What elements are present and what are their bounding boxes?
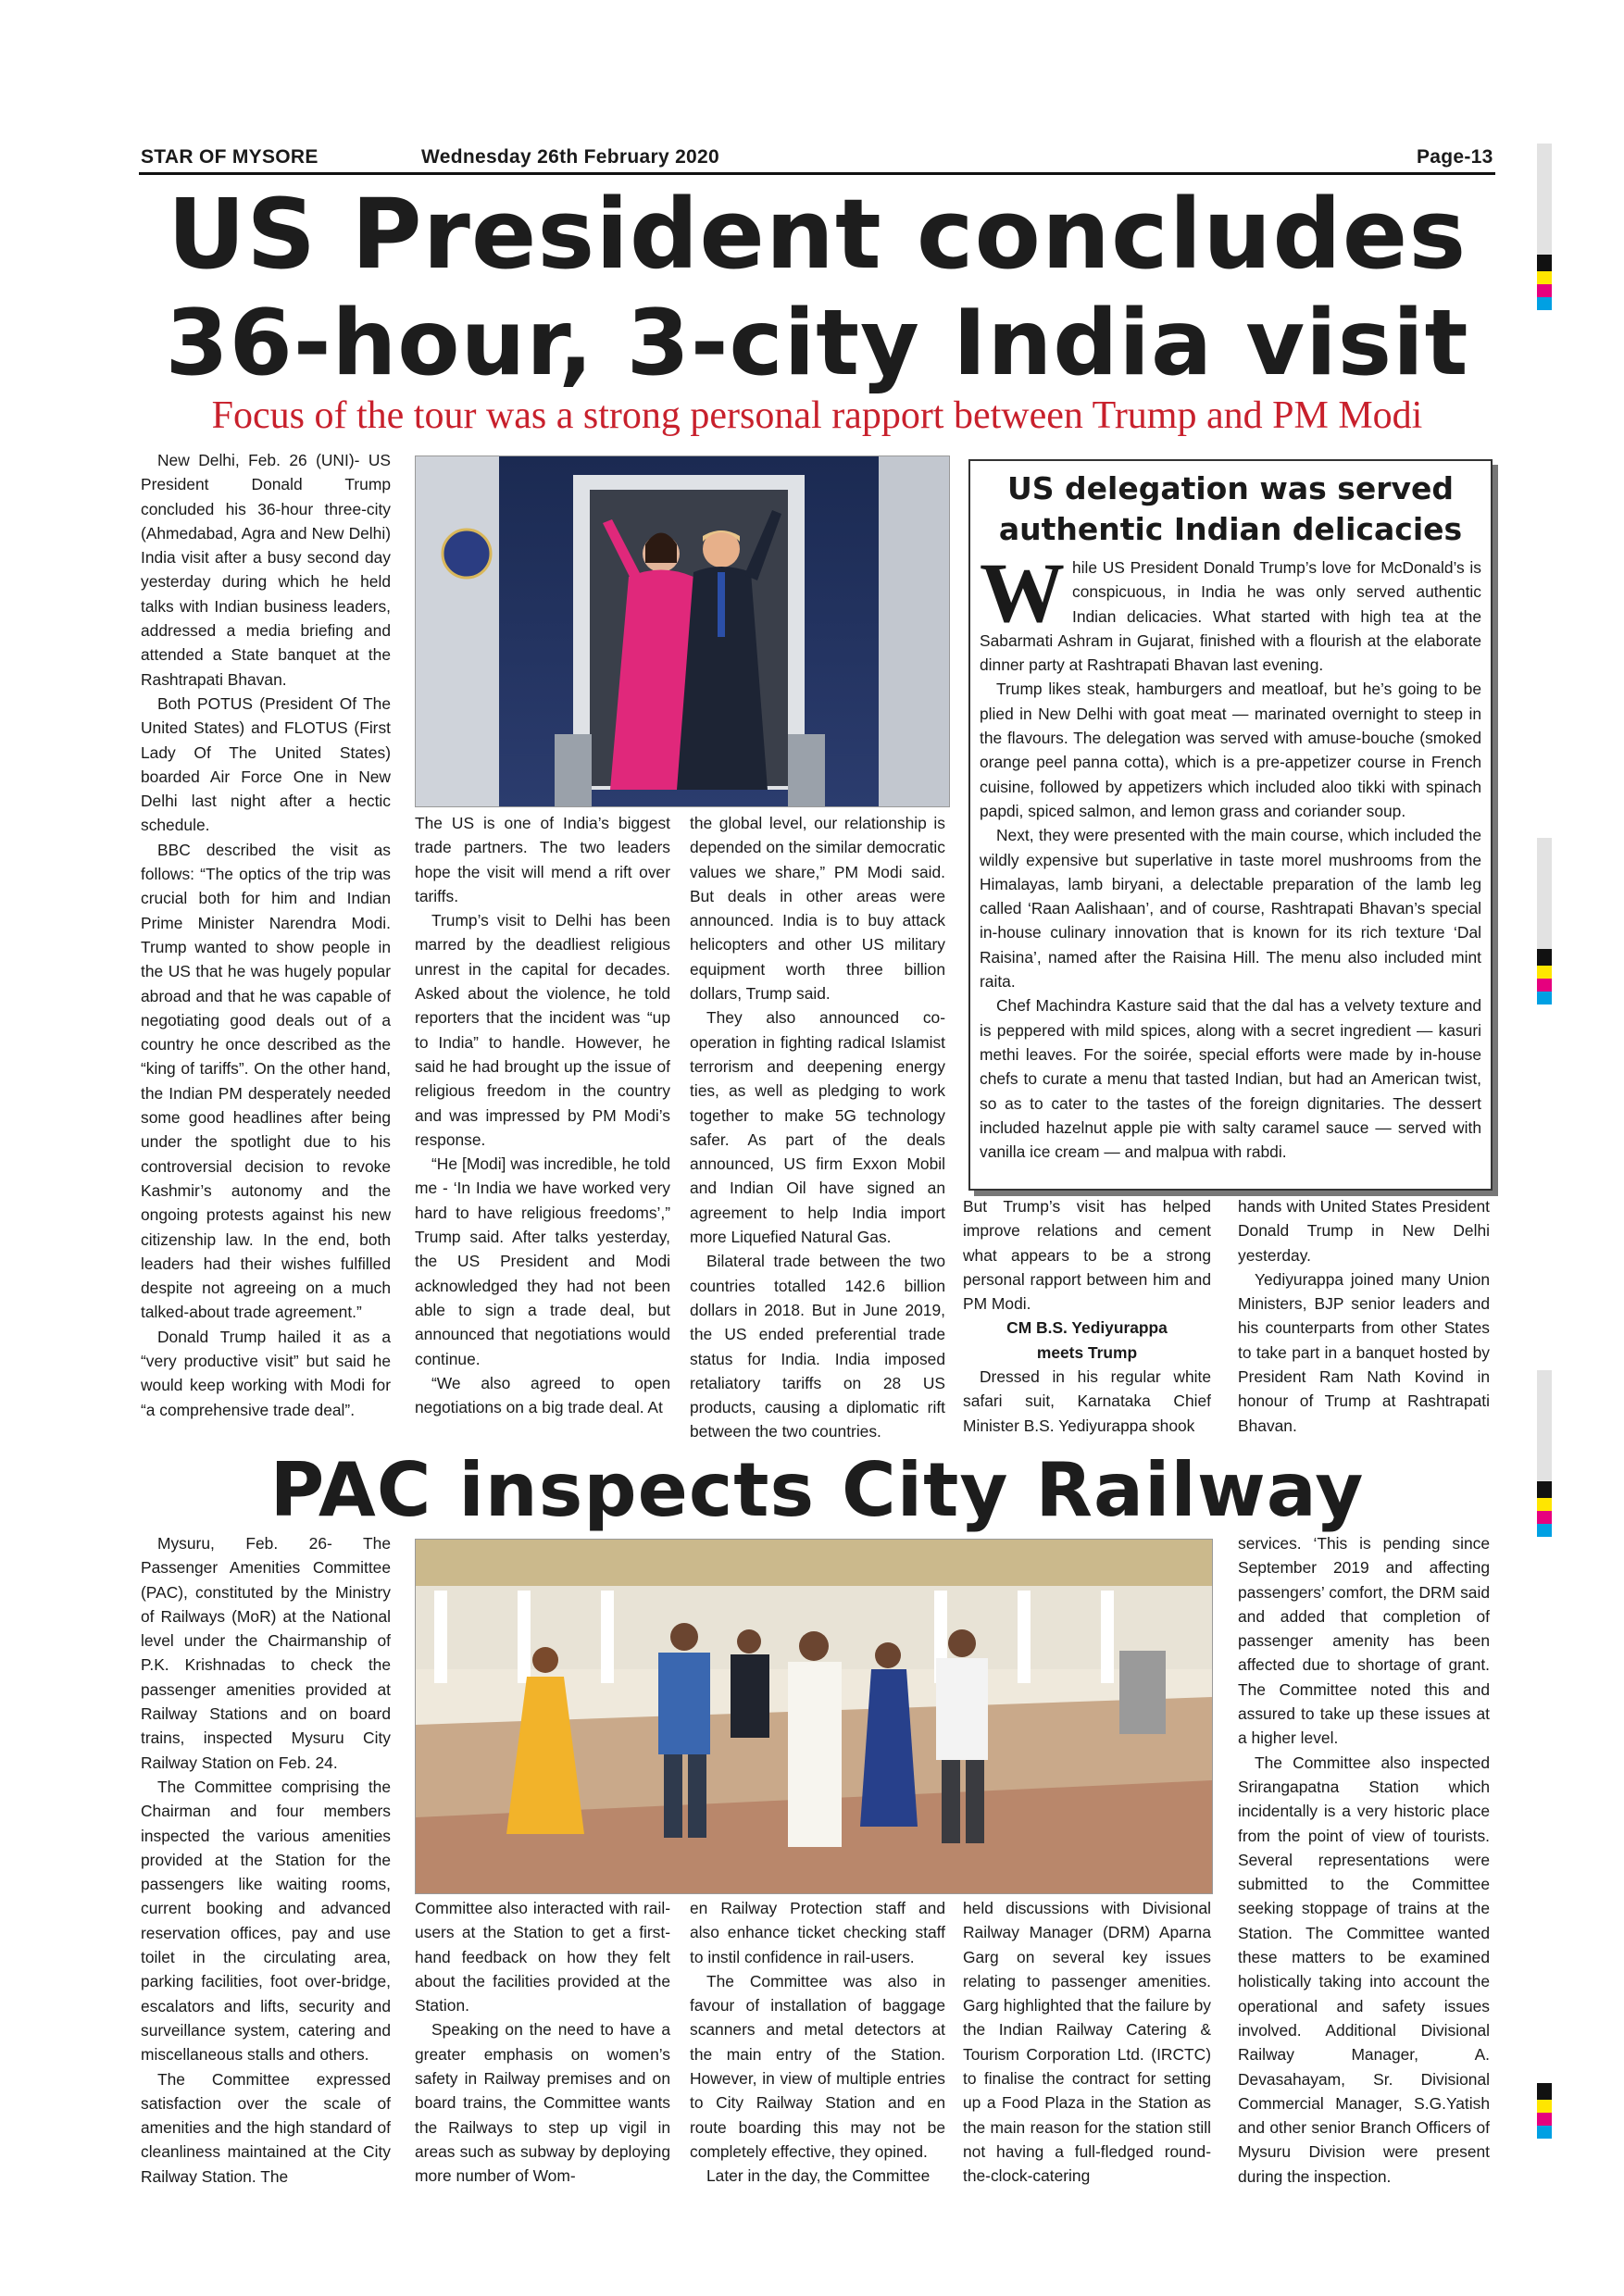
publication-name: STAR OF MYSORE: [141, 146, 319, 168]
delicacies-sidebar: [968, 459, 1493, 1191]
paragraph: Committee also interacted with rail-users at the Station to get a first-hand feedback on how they felt about the facilities provided at the Station.: [415, 1899, 670, 2015]
paragraph: Trump likes steak, hamburgers and meatloaf, but he’s going to be plied in New Delhi with goat meat — marinated overnight to steep in the flavours. The delegation was served with amuse-bouche (smoked orange peel panna cotta), which is a pre-appetizer course in French cuisine, followed by appetizers which included aloo tikki with spinach papdi, spiced salmon, and lemon grass and coriander soup.: [980, 680, 1481, 820]
pac-headline: PAC inspects City Railway: [269, 1447, 1365, 1533]
paragraph: services. ‘This is pending since September 2019 and affecting passengers’ comfort, the DRM said and added that completion of passenger amenity has been affected due to shortage of grant. The Committee noted this and assured to take up these issues at a higher level.: [1238, 1534, 1490, 1748]
paragraph: The US is one of India’s biggest trade partners. The two leaders hope the visit will mend a rift over tariffs.: [415, 814, 670, 905]
registration-cyan: [1537, 297, 1552, 310]
paragraph: But Trump’s visit has helped improve relations and cement what appears to be a strong personal rapport between him and PM Modi.: [963, 1197, 1211, 1314]
registration-magenta: [1537, 1511, 1552, 1524]
registration-magenta: [1537, 2113, 1552, 2126]
story2-column-5: [1238, 1531, 1490, 2189]
registration-yellow: [1537, 1498, 1552, 1511]
registration-cyan: [1537, 1524, 1552, 1537]
registration-magenta: [1537, 284, 1552, 297]
sidebar-title: US delegation was served authentic Indian delicacies: [998, 470, 1463, 547]
paragraph: BBC described the visit as follows: “The optics of the trip was crucial both for him and Indian Prime Minister Narendra Modi. Trump wanted to show people in the US that he was hugely popular abroad and that he was capable of negotiating good deals out of a country he once described as the “king of tariffs”. On the other hand, the Indian PM desperately needed some good headlines after being under the spotlight due to his controversial decision to revoke Kashmir’s autonomy and the ongoing protests against his new citizenship law. In the end, both leaders had their wishes fulfilled despite not agreeing on a much talked-about trade agreement.”: [141, 840, 391, 1322]
paragraph: hands with United States President Donald Trump in New Delhi yesterday.: [1238, 1197, 1490, 1265]
paragraph: The Committee comprising the Chairman and four members inspected the various amenities provided at the Station for the passengers like waiting rooms, current booking and advanced reservation offices, pay and use toilet in the circulating area, parking facilities, foot over-bridge, escalators and lifts, security and surveillance system, catering and miscellaneous stalls and others.: [141, 1777, 391, 2065]
paragraph: Mysuru, Feb. 26- The Passenger Amenities Committee (PAC), constituted by the Ministry of Railways (MoR) at the National level under the Chairmanship of P.K. Krishnadas to check the passenger amenities provided at Railway Stations and on board trains, inspected Mysuru City Railway Station on Feb. 24.: [141, 1534, 391, 1772]
registration-bar: [1537, 1370, 1552, 1481]
story-deck: Focus of the tour was a strong personal rapport between Trump and PM Modi: [211, 394, 1423, 437]
story1-column-5: [1238, 1194, 1490, 1438]
story2-column-1: [141, 1531, 391, 2189]
registration-bar: [1537, 838, 1552, 949]
paragraph: Later in the day, the Committee: [706, 2166, 931, 2186]
paragraph: held discussions with Divisional Railway Manager (DRM) Aparna Garg on several key issues relating to passenger amenities. Garg highlighted that the failure by the Indian Railway Catering & Tourism Corporation Ltd. (IRCTC) to finalise the contract for setting up a Food Plaza in the Station as the main reason for the station still not having a full-fledged round-the-clock-catering: [963, 1899, 1211, 2186]
registration-black: [1537, 255, 1552, 271]
registration-yellow: [1537, 966, 1552, 979]
paragraph: While US President Donald Trump’s love for McDonald’s is conspicuous, in India he was only served authentic Indian delicacies. What started with high tea at the Sabarmati Ashram in Gujarat, finished with a flourish at the elaborate dinner party at Rashtrapati Bhavan last evening.: [980, 545, 1481, 675]
paragraph: Donald Trump hailed it as a “very productive visit” but said he would keep working with Modi for “a comprehensive trade deal”.: [141, 1327, 391, 1419]
subheading: CM B.S. Yediyurappa meets Trump: [1006, 1318, 1168, 1362]
registration-bar: [1537, 144, 1552, 255]
paragraph: Next, they were presented with the main course, which included the wildly expensive but superlative in taste morel mushrooms from the Himalayas, lamb biryani, a delectable preparation of the lamb leg called ‘Raan Aalishaan’, and of course, Rashtrapati Bhavan’s special in-house culinary innovation that is known for its rich texture ‘Dal Raisina’, named after the Raisina Hill. The menu also included mint raita.: [980, 826, 1481, 992]
paragraph: The Committee was also in favour of installation of baggage scanners and metal detectors at the main entry of the Station. However, in view of multiple entries to City Railway Station and en route boarding this may not be completely effective, they opined.: [690, 1971, 945, 2161]
header-rule: [139, 172, 1495, 175]
paragraph: The Committee expressed satisfaction over the scale of amenities and the high standard of cleanliness maintained at the City Railway Station. The: [141, 2069, 391, 2186]
registration-cyan: [1537, 992, 1552, 1004]
registration-black: [1537, 1481, 1552, 1498]
headline-line-1: US President concludes: [167, 178, 1468, 291]
sidebar-body: [970, 545, 1491, 1164]
registration-black: [1537, 2083, 1552, 2100]
story1-column-3: [690, 811, 945, 1444]
paragraph: The Committee also inspected Srirangapatna Station which incidentally is a very historic place from the point of view of tourists. Several representations were submitted to the Committee seeking stoppage of trains at the Station. The Committee wanted these matters to be examined holistically taking into account the operational and safety issues involved. Additional Divisional Railway Manager, A. Devasahayam, Sr. Divisional Commercial Manager, S.G.Yatish and other senior Branch Officers of Mysuru Division were present during the inspection.: [1238, 1753, 1490, 2186]
paragraph: “He [Modi] was incredible, he told me - ‘In India we have worked very hard to have religious freedoms’,” Trump said. After talks yesterday, the US President and Modi acknowledged they had not been able to sign a trade deal, but announced that negotiations would continue.: [415, 1154, 670, 1368]
page-number: Page-13: [1417, 146, 1493, 168]
paragraph: en Railway Protection staff and also enhance ticket checking staff to instil confidence in rail-users.: [690, 1899, 945, 1966]
story1-column-4: [963, 1194, 1211, 1438]
pac-station-photo: [415, 1539, 1213, 1894]
issue-date: Wednesday 26th February 2020: [421, 146, 719, 168]
paragraph: Chef Machindra Kasture said that the dal has a velvety texture and is peppered with mild spices, along with a secret ingredient — kasuri methi leaves. For the soirée, special efforts were made by in-house chefs to curate a menu that tasted Indian, but had an American twist, so as to cater to the tastes of the foreign dignitaries. The dessert included hazelnut apple pie with salty caramel sauce — served with vanilla ice cream — and malpua with rabdi.: [980, 996, 1481, 1162]
story2-column-4: [963, 1896, 1211, 2189]
paragraph: Speaking on the need to have a greater emphasis on women’s safety in Railway premises and on board trains, the Committee wants the Railways to step up vigil in areas such as subway by deploying more number of Wom-: [415, 2020, 670, 2186]
paragraph: “We also agreed to open negotiations on a big trade deal. At: [415, 1373, 670, 1417]
registration-yellow: [1537, 2100, 1552, 2113]
story2-column-3: [690, 1896, 945, 2189]
paragraph: Trump’s visit to Delhi has been marred by the deadliest religious unrest in the capital for decades. Asked about the violence, he told reporters that the incident was “up to India” to handle. However, he said he had brought up the issue of religious freedom in the country and was impressed by PM Modi’s response.: [415, 911, 670, 1149]
paragraph: Bilateral trade between the two countries totalled 142.6 billion dollars in 2018. But in June 2019, the US ended preferential trade status for India. India imposed retaliatory tariffs on 28 US products, causing a diplomatic rift between the two countries.: [690, 1252, 945, 1441]
headline-line-2: 36-hour, 3-city India visit: [165, 291, 1469, 396]
paragraph: They also announced co-operation in fighting radical Islamist terrorism and deepening energy ties, as well as pledging to work together to make 5G technology safer. As part of the deals announced, US firm Exxon Mobil and Indian Oil have signed an agreement to help India import more Liquefied Natural Gas.: [690, 1008, 945, 1247]
drop-cap: W: [980, 545, 1065, 640]
story1-column-2: [415, 811, 670, 1419]
registration-cyan: [1537, 2126, 1552, 2139]
story1-column-1: [141, 448, 391, 1422]
paragraph: Dressed in his regular white safari suit, Karnataka Chief Minister B.S. Yediyurappa shook: [963, 1367, 1211, 1435]
paragraph: Both POTUS (President Of The United States) and FLOTUS (First Lady Of The United States) boarded Air Force One in New Delhi last night after a hectic schedule.: [141, 693, 391, 835]
trump-airforce-one-photo: [415, 455, 950, 807]
registration-yellow: [1537, 271, 1552, 284]
registration-magenta: [1537, 979, 1552, 992]
paragraph: Yediyurappa joined many Union Ministers, BJP senior leaders and his counterparts from other States to take part in a banquet hosted by President Ram Nath Kovind in honour of Trump at Rashtrapati Bhavan.: [1238, 1269, 1490, 1435]
story2-column-2: [415, 1896, 670, 2189]
paragraph: the global level, our relationship is depended on the similar democratic values we share,” PM Modi said. But deals in other areas were announced. India is to buy attack helicopters and other US military equipment worth three billion dollars, Trump said.: [690, 814, 945, 1004]
paragraph: New Delhi, Feb. 26 (UNI)- US President Donald Trump concluded his 36-hour three-city (Ahmedabad, Agra and New Delhi) India visit after a busy second day yesterday during which he held talks with Indian business leaders, addressed a media briefing and attended a State banquet at the Rashtrapati Bhavan.: [141, 451, 391, 689]
registration-black: [1537, 949, 1552, 966]
